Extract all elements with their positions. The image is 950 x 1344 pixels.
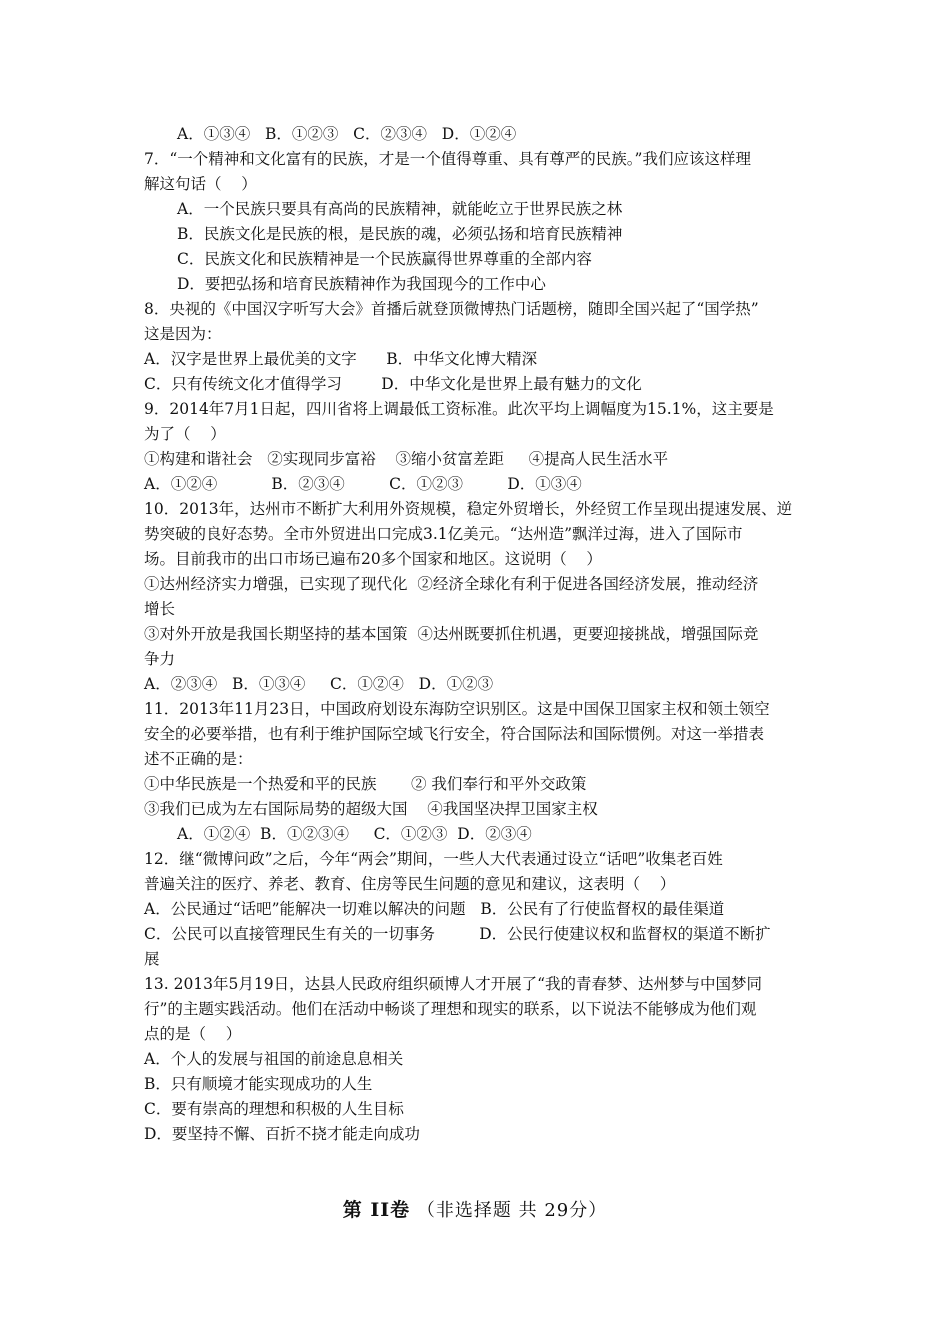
text-line: 7．“一个精神和文化富有的民族，才是一个值得尊重、具有尊严的民族。”我们应该这样理 xyxy=(144,150,751,168)
text-line: 争力 xyxy=(144,650,176,668)
text-line: 为了（ ） xyxy=(144,425,226,443)
text-line: 解这句话（ ） xyxy=(144,175,257,193)
text-line: B．只有顺境才能实现成功的人生 xyxy=(144,1075,373,1093)
text-line: D．要把弘扬和培育民族精神作为我国现今的工作中心 xyxy=(177,275,546,293)
text-line: ③我们已成为左右国际局势的超级大国 ④我国坚决捍卫国家主权 xyxy=(144,800,598,818)
text-line: A．个人的发展与祖国的前途息息相关 xyxy=(144,1050,404,1068)
text-line: A．公民通过“话吧”能解决一切难以解决的问题 B．公民有了行使监督权的最佳渠道 xyxy=(144,900,725,918)
text-line: ①中华民族是一个热爱和平的民族 ② 我们奉行和平外交政策 xyxy=(144,775,587,793)
section-title-bold: 第 II卷 xyxy=(342,1199,411,1221)
text-line: ①构建和谐社会 ②实现同步富裕 ③缩小贫富差距 ④提高人民生活水平 xyxy=(144,450,669,468)
text-line: 势突破的良好态势。全市外贸进出口完成3.1亿美元。“达州造”飘洋过海，进入了国际市 xyxy=(144,525,743,543)
text-line: 场。目前我市的出口市场已遍布20多个国家和地区。这说明（ ） xyxy=(144,550,602,568)
text-line: 8．央视的《中国汉字听写大会》首播后就登顶微博热门话题榜，随即全国兴起了“国学热” xyxy=(144,300,759,318)
text-line: 展 xyxy=(144,950,160,968)
text-line: 增长 xyxy=(144,600,176,618)
text-line: A．①②④ B．①②③④ C．①②③ D．②③④ xyxy=(177,825,532,843)
text-line: A．汉字是世界上最优美的文字 B．中华文化博大精深 xyxy=(144,350,538,368)
text-line: 普遍关注的医疗、养老、教育、住房等民生问题的意见和建议，这表明（ ） xyxy=(144,875,676,893)
text-line: C．要有崇高的理想和积极的人生目标 xyxy=(144,1100,404,1118)
section-heading xyxy=(0,1195,950,1222)
text-line: 点的是（ ） xyxy=(144,1025,242,1043)
text-line: 9．2014年7月1日起，四川省将上调最低工资标准。此次平均上调幅度为15.1%，这主要是 xyxy=(144,400,774,418)
text-line: D．要坚持不懈、百折不挠才能走向成功 xyxy=(144,1125,420,1143)
text-line: ③对外开放是我国长期坚持的基本国策 ④达州既要抓住机遇，更要迎接挑战，增强国际竞 xyxy=(144,625,759,643)
text-line: B．民族文化是民族的根，是民族的魂，必须弘扬和培育民族精神 xyxy=(177,225,623,243)
text-line: C．公民可以直接管理民生有关的一切事务 D．公民行使建议权和监督权的渠道不断扩 xyxy=(144,925,771,943)
text-line: 安全的必要举措，也有利于维护国际空域飞行安全，符合国际法和国际惯例。对这一举措表 xyxy=(144,725,765,743)
text-line: 行”的主题实践活动。他们在活动中畅谈了理想和现实的联系，以下说法不能够成为他们观 xyxy=(144,1000,757,1018)
text-line: 13. 2013年5月19日，达县人民政府组织硕博人才开展了“我的青春梦、达州梦与中国梦同 xyxy=(144,975,763,993)
text-line: A．一个民族只要具有高尚的民族精神，就能屹立于世界民族之林 xyxy=(177,200,623,218)
text-line: C．民族文化和民族精神是一个民族赢得世界尊重的全部内容 xyxy=(177,250,592,268)
text-line: 述不正确的是： xyxy=(144,750,253,768)
text-line: A．①③④ B．①②③ C．②③④ D．①②④ xyxy=(177,125,517,143)
text-line: 10．2013年，达州市不断扩大利用外资规模，稳定外贸增长，外经贸工作呈现出提速发展、逆 xyxy=(144,500,793,518)
text-line: ①达州经济实力增强，已实现了现代化 ②经济全球化有利于促进各国经济发展，推动经济 xyxy=(144,575,759,593)
text-line: 12．继“微博问政”之后，今年“两会”期间，一些人大代表通过设立“话吧”收集老百姓 xyxy=(144,850,723,868)
text-line: 11．2013年11月23日，中国政府划设东海防空识别区。这是中国保卫国家主权和领土领空 xyxy=(144,700,770,718)
text-line: C．只有传统文化才值得学习 D．中华文化是世界上最有魅力的文化 xyxy=(144,375,642,393)
exam-page-body xyxy=(144,122,809,1147)
section-title-rest: （非选择题 共 29分） xyxy=(410,1200,608,1221)
text-line: 这是因为： xyxy=(144,325,222,343)
text-line: A．①②④ B．②③④ C．①②③ D．①③④ xyxy=(144,475,582,493)
text-line: A．②③④ B．①③④ C．①②④ D．①②③ xyxy=(144,675,494,693)
